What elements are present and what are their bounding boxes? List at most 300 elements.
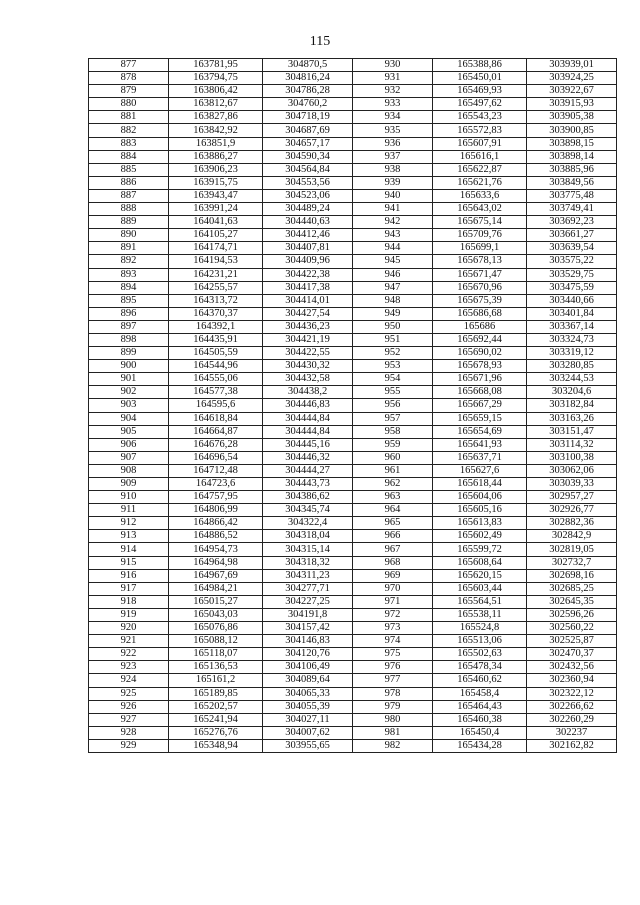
x-coordinate-left: 165118,07 — [169, 648, 263, 661]
y-coordinate-right: 303775,48 — [527, 189, 617, 202]
x-coordinate-left: 164544,96 — [169, 360, 263, 373]
y-coordinate-left: 304436,23 — [263, 320, 353, 333]
table-row — [89, 739, 617, 752]
y-coordinate-left: 304718,19 — [263, 111, 353, 124]
y-coordinate-right: 302596,26 — [527, 608, 617, 621]
point-number-left: 886 — [89, 176, 169, 189]
y-coordinate-left: 303955,65 — [263, 739, 353, 752]
x-coordinate-right: 165603,44 — [433, 582, 527, 595]
y-coordinate-right: 302819,05 — [527, 543, 617, 556]
y-coordinate-left: 304318,04 — [263, 530, 353, 543]
point-number-right: 940 — [353, 189, 433, 202]
x-coordinate-right: 165502,63 — [433, 648, 527, 661]
y-coordinate-left: 304553,56 — [263, 176, 353, 189]
point-number-right: 943 — [353, 229, 433, 242]
x-coordinate-right: 165620,15 — [433, 569, 527, 582]
x-coordinate-left: 165202,57 — [169, 700, 263, 713]
x-coordinate-left: 164435,91 — [169, 333, 263, 346]
point-number-right: 963 — [353, 491, 433, 504]
table-row — [89, 255, 617, 268]
y-coordinate-right: 303898,14 — [527, 150, 617, 163]
point-number-left: 887 — [89, 189, 169, 202]
point-number-left: 928 — [89, 726, 169, 739]
point-number-left: 915 — [89, 556, 169, 569]
x-coordinate-right: 165469,93 — [433, 85, 527, 98]
x-coordinate-right: 165633,6 — [433, 189, 527, 202]
x-coordinate-right: 165460,62 — [433, 674, 527, 687]
y-coordinate-right: 303039,33 — [527, 478, 617, 491]
point-number-left: 904 — [89, 412, 169, 425]
y-coordinate-left: 304120,76 — [263, 648, 353, 661]
table-row — [89, 307, 617, 320]
table-row — [89, 412, 617, 425]
y-coordinate-left: 304440,63 — [263, 216, 353, 229]
y-coordinate-right: 303163,26 — [527, 412, 617, 425]
y-coordinate-left: 304422,55 — [263, 347, 353, 360]
x-coordinate-left: 164696,54 — [169, 451, 263, 464]
table-row — [89, 360, 617, 373]
x-coordinate-right: 165668,08 — [433, 386, 527, 399]
x-coordinate-left: 165276,76 — [169, 726, 263, 739]
point-number-right: 947 — [353, 281, 433, 294]
x-coordinate-left: 164577,38 — [169, 386, 263, 399]
x-coordinate-right: 165690,02 — [433, 347, 527, 360]
point-number-right: 982 — [353, 739, 433, 752]
y-coordinate-left: 304430,32 — [263, 360, 353, 373]
y-coordinate-right: 303529,75 — [527, 268, 617, 281]
y-coordinate-left: 304277,71 — [263, 582, 353, 595]
y-coordinate-right: 303204,6 — [527, 386, 617, 399]
y-coordinate-left: 304414,01 — [263, 294, 353, 307]
point-number-right: 951 — [353, 333, 433, 346]
x-coordinate-left: 163915,75 — [169, 176, 263, 189]
point-number-left: 918 — [89, 595, 169, 608]
point-number-right: 941 — [353, 203, 433, 216]
point-number-left: 902 — [89, 386, 169, 399]
x-coordinate-left: 165088,12 — [169, 635, 263, 648]
y-coordinate-left: 304786,28 — [263, 85, 353, 98]
point-number-left: 907 — [89, 451, 169, 464]
x-coordinate-left: 164194,53 — [169, 255, 263, 268]
y-coordinate-left: 304444,84 — [263, 425, 353, 438]
y-coordinate-left: 304427,54 — [263, 307, 353, 320]
x-coordinate-right: 165621,76 — [433, 176, 527, 189]
y-coordinate-right: 302685,25 — [527, 582, 617, 595]
y-coordinate-left: 304412,46 — [263, 229, 353, 242]
y-coordinate-left: 304191,8 — [263, 608, 353, 621]
x-coordinate-left: 163812,67 — [169, 98, 263, 111]
y-coordinate-right: 302432,56 — [527, 661, 617, 674]
y-coordinate-left: 304227,25 — [263, 595, 353, 608]
x-coordinate-right: 165450,01 — [433, 72, 527, 85]
point-number-right: 981 — [353, 726, 433, 739]
point-number-left: 911 — [89, 504, 169, 517]
y-coordinate-left: 304489,24 — [263, 203, 353, 216]
x-coordinate-right: 165618,44 — [433, 478, 527, 491]
x-coordinate-left: 164505,59 — [169, 347, 263, 360]
x-coordinate-left: 165348,94 — [169, 739, 263, 752]
y-coordinate-right: 302957,27 — [527, 491, 617, 504]
x-coordinate-right: 165538,11 — [433, 608, 527, 621]
point-number-right: 972 — [353, 608, 433, 621]
x-coordinate-left: 164676,28 — [169, 438, 263, 451]
point-number-left: 923 — [89, 661, 169, 674]
point-number-right: 966 — [353, 530, 433, 543]
y-coordinate-right: 303849,56 — [527, 176, 617, 189]
point-number-right: 956 — [353, 399, 433, 412]
x-coordinate-right: 165513,06 — [433, 635, 527, 648]
point-number-left: 905 — [89, 425, 169, 438]
coordinates-table — [88, 58, 617, 753]
y-coordinate-left: 304760,2 — [263, 98, 353, 111]
y-coordinate-left: 304564,84 — [263, 163, 353, 176]
point-number-right: 970 — [353, 582, 433, 595]
point-number-right: 935 — [353, 124, 433, 137]
y-coordinate-left: 304444,27 — [263, 464, 353, 477]
x-coordinate-left: 165241,94 — [169, 713, 263, 726]
y-coordinate-right: 302162,82 — [527, 739, 617, 752]
table-row — [89, 543, 617, 556]
point-number-left: 910 — [89, 491, 169, 504]
x-coordinate-left: 164392,1 — [169, 320, 263, 333]
y-coordinate-left: 304089,64 — [263, 674, 353, 687]
x-coordinate-left: 164313,72 — [169, 294, 263, 307]
x-coordinate-left: 164105,27 — [169, 229, 263, 242]
point-number-right: 931 — [353, 72, 433, 85]
y-coordinate-left: 304157,42 — [263, 622, 353, 635]
x-coordinate-right: 165686 — [433, 320, 527, 333]
table-row — [89, 347, 617, 360]
point-number-left: 909 — [89, 478, 169, 491]
x-coordinate-right: 165543,23 — [433, 111, 527, 124]
table-row — [89, 163, 617, 176]
y-coordinate-left: 304870,5 — [263, 59, 353, 72]
x-coordinate-right: 165464,43 — [433, 700, 527, 713]
x-coordinate-right: 165460,38 — [433, 713, 527, 726]
y-coordinate-right: 302237 — [527, 726, 617, 739]
x-coordinate-right: 165637,71 — [433, 451, 527, 464]
y-coordinate-right: 303324,73 — [527, 333, 617, 346]
point-number-right: 953 — [353, 360, 433, 373]
x-coordinate-right: 165613,83 — [433, 517, 527, 530]
table-row — [89, 530, 617, 543]
table-row — [89, 189, 617, 202]
y-coordinate-right: 302732,7 — [527, 556, 617, 569]
point-number-left: 885 — [89, 163, 169, 176]
point-number-left: 926 — [89, 700, 169, 713]
y-coordinate-left: 304027,11 — [263, 713, 353, 726]
x-coordinate-left: 164041,63 — [169, 216, 263, 229]
table-row — [89, 517, 617, 530]
table-row — [89, 216, 617, 229]
point-number-left: 914 — [89, 543, 169, 556]
y-coordinate-right: 303280,85 — [527, 360, 617, 373]
table-row — [89, 674, 617, 687]
y-coordinate-right: 303898,15 — [527, 137, 617, 150]
y-coordinate-left: 304007,62 — [263, 726, 353, 739]
point-number-left: 913 — [89, 530, 169, 543]
x-coordinate-right: 165627,6 — [433, 464, 527, 477]
y-coordinate-right: 302926,77 — [527, 504, 617, 517]
y-coordinate-left: 304657,17 — [263, 137, 353, 150]
x-coordinate-right: 165678,13 — [433, 255, 527, 268]
y-coordinate-left: 304438,2 — [263, 386, 353, 399]
y-coordinate-right: 303692,23 — [527, 216, 617, 229]
x-coordinate-left: 164723,6 — [169, 478, 263, 491]
x-coordinate-left: 163781,95 — [169, 59, 263, 72]
point-number-right: 979 — [353, 700, 433, 713]
x-coordinate-right: 165608,64 — [433, 556, 527, 569]
x-coordinate-left: 163943,47 — [169, 189, 263, 202]
table-row — [89, 582, 617, 595]
table-row — [89, 72, 617, 85]
y-coordinate-left: 304106,49 — [263, 661, 353, 674]
point-number-right: 961 — [353, 464, 433, 477]
point-number-left: 912 — [89, 517, 169, 530]
x-coordinate-right: 165497,62 — [433, 98, 527, 111]
x-coordinate-left: 163842,92 — [169, 124, 263, 137]
y-coordinate-left: 304816,24 — [263, 72, 353, 85]
x-coordinate-right: 165605,16 — [433, 504, 527, 517]
point-number-left: 890 — [89, 229, 169, 242]
point-number-right: 976 — [353, 661, 433, 674]
table-row — [89, 150, 617, 163]
table-row — [89, 608, 617, 621]
x-coordinate-right: 165675,14 — [433, 216, 527, 229]
x-coordinate-right: 165388,86 — [433, 59, 527, 72]
point-number-right: 948 — [353, 294, 433, 307]
table-row — [89, 478, 617, 491]
point-number-left: 906 — [89, 438, 169, 451]
y-coordinate-right: 303924,25 — [527, 72, 617, 85]
x-coordinate-left: 163851,9 — [169, 137, 263, 150]
point-number-left: 893 — [89, 268, 169, 281]
point-number-left: 917 — [89, 582, 169, 595]
x-coordinate-right: 165667,29 — [433, 399, 527, 412]
x-coordinate-right: 165675,39 — [433, 294, 527, 307]
x-coordinate-left: 165136,53 — [169, 661, 263, 674]
y-coordinate-left: 304446,83 — [263, 399, 353, 412]
table-row — [89, 661, 617, 674]
point-number-right: 971 — [353, 595, 433, 608]
point-number-right: 960 — [353, 451, 433, 464]
point-number-left: 900 — [89, 360, 169, 373]
x-coordinate-right: 165654,69 — [433, 425, 527, 438]
x-coordinate-right: 165450,4 — [433, 726, 527, 739]
point-number-left: 920 — [89, 622, 169, 635]
x-coordinate-right: 165564,51 — [433, 595, 527, 608]
point-number-left: 898 — [89, 333, 169, 346]
y-coordinate-left: 304345,74 — [263, 504, 353, 517]
y-coordinate-right: 302698,16 — [527, 569, 617, 582]
y-coordinate-left: 304421,19 — [263, 333, 353, 346]
y-coordinate-left: 304407,81 — [263, 242, 353, 255]
point-number-left: 879 — [89, 85, 169, 98]
y-coordinate-right: 302560,22 — [527, 622, 617, 635]
table-row — [89, 203, 617, 216]
y-coordinate-right: 303062,06 — [527, 464, 617, 477]
table-row — [89, 281, 617, 294]
point-number-right: 957 — [353, 412, 433, 425]
x-coordinate-left: 165043,03 — [169, 608, 263, 621]
point-number-right: 939 — [353, 176, 433, 189]
x-coordinate-right: 165671,47 — [433, 268, 527, 281]
table-row — [89, 242, 617, 255]
point-number-right: 950 — [353, 320, 433, 333]
y-coordinate-left: 304386,62 — [263, 491, 353, 504]
x-coordinate-left: 164712,48 — [169, 464, 263, 477]
point-number-left: 877 — [89, 59, 169, 72]
x-coordinate-left: 164757,95 — [169, 491, 263, 504]
point-number-left: 908 — [89, 464, 169, 477]
y-coordinate-left: 304432,58 — [263, 373, 353, 386]
table-row — [89, 137, 617, 150]
table-row — [89, 556, 617, 569]
table-row — [89, 399, 617, 412]
point-number-left: 894 — [89, 281, 169, 294]
y-coordinate-right: 303401,84 — [527, 307, 617, 320]
y-coordinate-right: 302470,37 — [527, 648, 617, 661]
x-coordinate-right: 165622,87 — [433, 163, 527, 176]
x-coordinate-right: 165692,44 — [433, 333, 527, 346]
point-number-right: 978 — [353, 687, 433, 700]
point-number-right: 968 — [353, 556, 433, 569]
table-row — [89, 464, 617, 477]
point-number-right: 955 — [353, 386, 433, 399]
x-coordinate-left: 163906,23 — [169, 163, 263, 176]
y-coordinate-left: 304055,39 — [263, 700, 353, 713]
point-number-left: 884 — [89, 150, 169, 163]
y-coordinate-right: 303151,47 — [527, 425, 617, 438]
x-coordinate-right: 165434,28 — [433, 739, 527, 752]
point-number-right: 967 — [353, 543, 433, 556]
x-coordinate-left: 164255,57 — [169, 281, 263, 294]
point-number-right: 965 — [353, 517, 433, 530]
y-coordinate-right: 302322,12 — [527, 687, 617, 700]
point-number-left: 899 — [89, 347, 169, 360]
point-number-left: 927 — [89, 713, 169, 726]
y-coordinate-right: 303661,27 — [527, 229, 617, 242]
y-coordinate-right: 303244,53 — [527, 373, 617, 386]
x-coordinate-right: 165671,96 — [433, 373, 527, 386]
y-coordinate-right: 303749,41 — [527, 203, 617, 216]
y-coordinate-left: 304417,38 — [263, 281, 353, 294]
x-coordinate-right: 165670,96 — [433, 281, 527, 294]
y-coordinate-left: 304446,32 — [263, 451, 353, 464]
y-coordinate-right: 302645,35 — [527, 595, 617, 608]
x-coordinate-left: 163806,42 — [169, 85, 263, 98]
point-number-left: 878 — [89, 72, 169, 85]
table-row — [89, 569, 617, 582]
x-coordinate-left: 163991,24 — [169, 203, 263, 216]
x-coordinate-right: 165572,83 — [433, 124, 527, 137]
x-coordinate-left: 164866,42 — [169, 517, 263, 530]
point-number-left: 925 — [89, 687, 169, 700]
x-coordinate-left: 165076,86 — [169, 622, 263, 635]
point-number-left: 897 — [89, 320, 169, 333]
x-coordinate-left: 164954,73 — [169, 543, 263, 556]
table-row — [89, 687, 617, 700]
point-number-left: 916 — [89, 569, 169, 582]
y-coordinate-left: 304065,33 — [263, 687, 353, 700]
point-number-right: 964 — [353, 504, 433, 517]
page-number: 115 — [309, 34, 331, 49]
point-number-right: 934 — [353, 111, 433, 124]
point-number-left: 892 — [89, 255, 169, 268]
x-coordinate-right: 165699,1 — [433, 242, 527, 255]
table-row — [89, 124, 617, 137]
point-number-right: 942 — [353, 216, 433, 229]
y-coordinate-left: 304443,73 — [263, 478, 353, 491]
x-coordinate-left: 164618,84 — [169, 412, 263, 425]
y-coordinate-right: 302360,94 — [527, 674, 617, 687]
y-coordinate-right: 303114,32 — [527, 438, 617, 451]
y-coordinate-right: 302842,9 — [527, 530, 617, 543]
point-number-left: 882 — [89, 124, 169, 137]
y-coordinate-right: 303639,54 — [527, 242, 617, 255]
point-number-right: 945 — [353, 255, 433, 268]
point-number-right: 962 — [353, 478, 433, 491]
point-number-right: 936 — [353, 137, 433, 150]
table-row — [89, 333, 617, 346]
x-coordinate-left: 165189,85 — [169, 687, 263, 700]
x-coordinate-right: 165659,15 — [433, 412, 527, 425]
y-coordinate-left: 304409,96 — [263, 255, 353, 268]
point-number-right: 946 — [353, 268, 433, 281]
point-number-right: 959 — [353, 438, 433, 451]
table-row — [89, 635, 617, 648]
y-coordinate-left: 304444,84 — [263, 412, 353, 425]
y-coordinate-left: 304523,06 — [263, 189, 353, 202]
table-row — [89, 176, 617, 189]
x-coordinate-left: 164555,06 — [169, 373, 263, 386]
coordinates-table-body — [89, 59, 617, 753]
x-coordinate-right: 165602,49 — [433, 530, 527, 543]
point-number-left: 880 — [89, 98, 169, 111]
y-coordinate-right: 302525,87 — [527, 635, 617, 648]
x-coordinate-right: 165458,4 — [433, 687, 527, 700]
table-row — [89, 648, 617, 661]
x-coordinate-right: 165478,34 — [433, 661, 527, 674]
x-coordinate-left: 165015,27 — [169, 595, 263, 608]
y-coordinate-right: 303900,85 — [527, 124, 617, 137]
x-coordinate-left: 164595,6 — [169, 399, 263, 412]
point-number-left: 922 — [89, 648, 169, 661]
y-coordinate-left: 304422,38 — [263, 268, 353, 281]
y-coordinate-right: 303475,59 — [527, 281, 617, 294]
point-number-right: 937 — [353, 150, 433, 163]
table-row — [89, 59, 617, 72]
point-number-left: 903 — [89, 399, 169, 412]
point-number-right: 974 — [353, 635, 433, 648]
point-number-right: 977 — [353, 674, 433, 687]
table-row — [89, 451, 617, 464]
point-number-left: 883 — [89, 137, 169, 150]
point-number-right: 952 — [353, 347, 433, 360]
point-number-left: 896 — [89, 307, 169, 320]
y-coordinate-right: 303100,38 — [527, 451, 617, 464]
x-coordinate-left: 164806,99 — [169, 504, 263, 517]
table-row — [89, 386, 617, 399]
point-number-right: 958 — [353, 425, 433, 438]
x-coordinate-left: 164967,69 — [169, 569, 263, 582]
y-coordinate-right: 303319,12 — [527, 347, 617, 360]
point-number-right: 969 — [353, 569, 433, 582]
table-row — [89, 229, 617, 242]
x-coordinate-left: 163827,86 — [169, 111, 263, 124]
y-coordinate-right: 303922,67 — [527, 85, 617, 98]
y-coordinate-left: 304318,32 — [263, 556, 353, 569]
